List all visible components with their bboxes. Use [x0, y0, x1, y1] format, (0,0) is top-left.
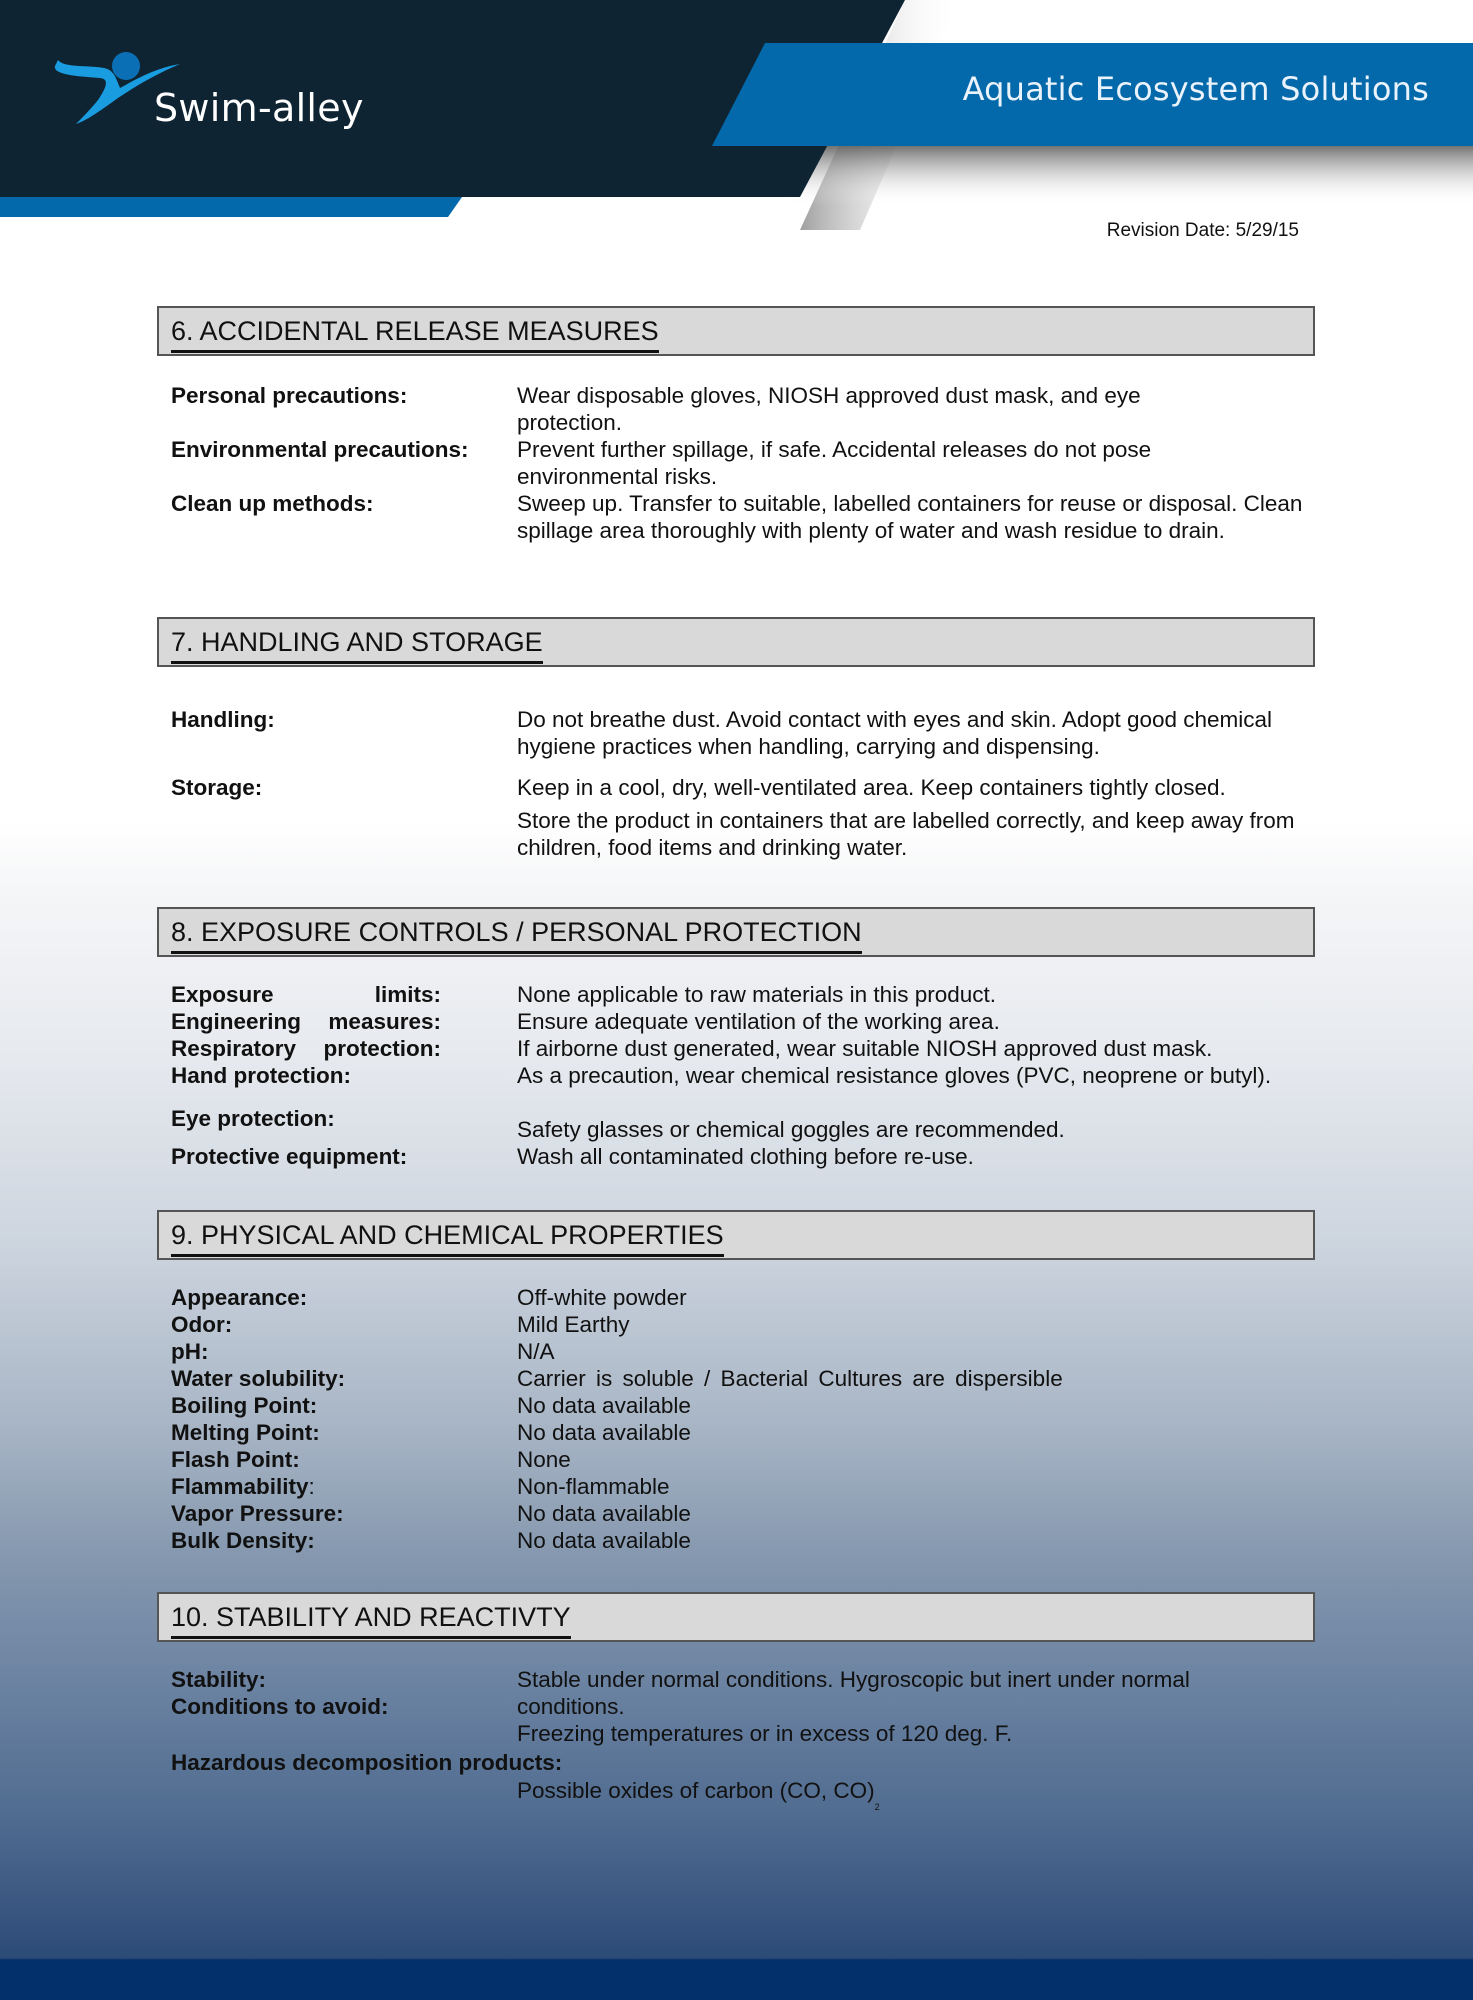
field-label: Eye protection: — [171, 1106, 335, 1131]
field-label: Storage: — [171, 775, 263, 800]
section-9-header — [157, 1210, 1315, 1260]
field-label: Bulk Density: — [171, 1528, 315, 1553]
section-title: 10. STABILITY AND REACTIVTY — [171, 1600, 571, 1639]
section-10-header — [157, 1592, 1315, 1642]
field-value: As a precaution, wear chemical resistance gloves (PVC, neoprene or butyl). — [517, 1063, 1272, 1088]
field-label: Protective equipment: — [171, 1144, 408, 1169]
brand-name: Swim-alley — [154, 86, 364, 130]
field-label: Boiling Point: — [171, 1393, 318, 1418]
field-label: Hazardous decomposition products: — [171, 1750, 563, 1775]
field-label: Clean up methods: — [171, 491, 374, 516]
field-label-part: limits: — [374, 982, 441, 1007]
field-label-part: Exposure — [171, 982, 274, 1007]
page-header — [0, 0, 1473, 230]
field-value: Off-white powder — [517, 1285, 687, 1310]
field-label: pH: — [171, 1339, 209, 1364]
field-label: Melting Point: — [171, 1420, 320, 1445]
field-label-part: protection: — [323, 1036, 441, 1061]
company-tagline: Aquatic Ecosystem Solutions — [962, 70, 1429, 108]
field-value: If airborne dust generated, wear suitable NIOSH approved dust mask. — [517, 1036, 1213, 1061]
field-label: Hand protection: — [171, 1063, 351, 1088]
field-value: Do not breathe dust. Avoid contact with eyes and skin. Adopt good chemical hygiene practices when handling, carrying and dispensing. — [517, 707, 1273, 759]
field-label: Personal precautions: — [171, 383, 408, 408]
field-value: No data available — [517, 1528, 691, 1553]
field-label — [171, 981, 441, 1008]
field-value: Safety glasses or chemical goggles are recommended. — [517, 1117, 1065, 1142]
subscript: 2 — [874, 1802, 880, 1812]
field-label — [171, 1473, 315, 1500]
field-label — [171, 1035, 441, 1062]
field-value: Wash all contaminated clothing before re-use. — [517, 1144, 974, 1169]
field-label: Vapor Pressure: — [171, 1501, 344, 1526]
field-label-part: Engineering — [171, 1009, 302, 1034]
field-value: No data available — [517, 1501, 691, 1526]
field-value: Prevent further spillage, if safe. Accidental releases do not pose environmental risks. — [517, 437, 1152, 489]
field-value-text: Possible oxides of carbon (CO, CO) — [517, 1778, 875, 1803]
field-label-colon: : — [308, 1474, 315, 1499]
section-title: 7. HANDLING AND STORAGE — [171, 625, 543, 664]
field-value: Keep in a cool, dry, well-ventilated area. Keep containers tightly closed. — [517, 775, 1226, 800]
field-value: Non-flammable — [517, 1474, 670, 1499]
section-title: 9. PHYSICAL AND CHEMICAL PROPERTIES — [171, 1218, 724, 1257]
field-value: No data available — [517, 1420, 691, 1445]
section-6-header — [157, 306, 1315, 356]
field-label-part: Respiratory — [171, 1036, 297, 1061]
field-value: Freezing temperatures or in excess of 120 deg. F. — [517, 1721, 1013, 1746]
section-title: 6. ACCIDENTAL RELEASE MEASURES — [171, 314, 659, 353]
field-value — [517, 1777, 1317, 1821]
field-label: Handling: — [171, 707, 275, 732]
field-value: None applicable to raw materials in this product. — [517, 982, 996, 1007]
field-value: Carrier is soluble / Bacterial Cultures are dispersible — [517, 1366, 1063, 1391]
revision-date: Revision Date: 5/29/15 — [1106, 220, 1299, 241]
field-label: Stability: — [171, 1667, 267, 1692]
field-value: Stable under normal conditions. Hygroscopic but inert under normal conditions. — [517, 1667, 1190, 1719]
section-7-header — [157, 617, 1315, 667]
field-label: Odor: — [171, 1312, 233, 1337]
field-value: Wear disposable gloves, NIOSH approved dust mask, and eye protection. — [517, 383, 1141, 435]
field-label: Environmental precautions: — [171, 437, 469, 462]
field-label: Conditions to avoid: — [171, 1694, 389, 1719]
field-value: N/A — [517, 1339, 555, 1364]
field-label: Flash Point: — [171, 1447, 300, 1472]
field-value: Store the product in containers that are labelled correctly, and keep away from children, food items and drinking water. — [517, 808, 1295, 860]
field-label: Water solubility: — [171, 1366, 346, 1391]
field-label-part: measures: — [328, 1009, 441, 1034]
field-label-text: Flammability — [171, 1474, 309, 1499]
field-value: None — [517, 1447, 571, 1472]
section-8-header — [157, 907, 1315, 957]
field-value: Sweep up. Transfer to suitable, labelled containers for reuse or disposal. Clean spillage area thoroughly with plenty of water and wash residue to drain. — [517, 491, 1303, 543]
field-value: Ensure adequate ventilation of the working area. — [517, 1009, 1000, 1034]
field-value: Mild Earthy — [517, 1312, 630, 1337]
field-label: Appearance: — [171, 1285, 308, 1310]
field-label — [171, 1008, 441, 1035]
brand-logo — [52, 48, 382, 138]
section-title: 8. EXPOSURE CONTROLS / PERSONAL PROTECTION — [171, 915, 862, 954]
field-value: No data available — [517, 1393, 691, 1418]
